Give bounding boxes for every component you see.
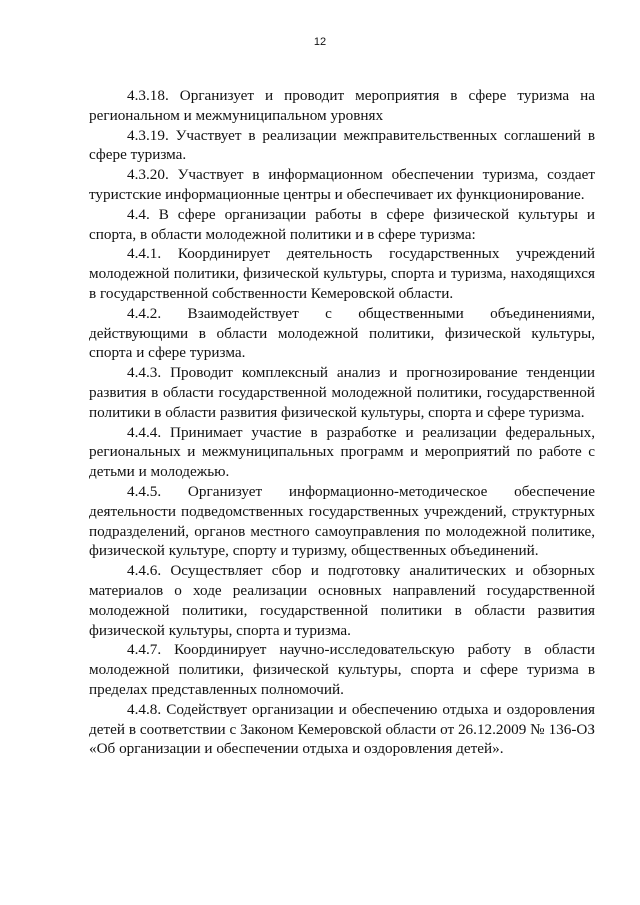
paragraph-4-4-1: 4.4.1. Координирует деятельность государственных учреждений молодежной политики, физической культуры, спорта и туризма, находящихся в государственной собственности Кемеровской области.	[89, 245, 595, 302]
document-body	[89, 86, 595, 759]
paragraph-4-3-18: 4.3.18. Организует и проводит мероприятия в сфере туризма на региональном и межмуниципальном уровнях	[89, 87, 595, 124]
paragraph-4-4-5: 4.4.5. Организует информационно-методическое обеспечение деятельности подведомственных государственных учреждений, структурных подразделений, органов местного самоуправления по молодежной политике, физической культуре, спорту и туризму, общественных объединений.	[89, 482, 595, 560]
paragraph-4-4-4: 4.4.4. Принимает участие в разработке и реализации федеральных, региональных и межмуниципальных программ и мероприятий по работе с детьми и молодежью.	[89, 423, 595, 481]
paragraph-4-4-7: 4.4.7. Координирует научно-исследовательскую работу в области молодежной политики, физической культуры, спорта и сфере туризма в пределах представленных полномочий.	[89, 641, 595, 698]
paragraph-4-4-8: 4.4.8. Содействует организации и обеспечению отдыха и оздоровления детей в соответствии с Законом Кемеровской области от 26.12.2009 № 136-ОЗ «Об организации и обеспечении отдыха и оздоровления детей».	[89, 700, 595, 758]
paragraph-4-4-2: 4.4.2. Взаимодействует с общественными объединениями, действующими в области молодежной политики, физической культуры, спорта и сфере туризма.	[89, 304, 595, 362]
paragraph-4-4-3: 4.4.3. Проводит комплексный анализ и прогнозирование тенденции развития в области государственной молодежной политики, государственной политики в области развития физической культуры, спорта и сфере туризма.	[89, 364, 595, 421]
paragraph-4-3-19: 4.3.19. Участвует в реализации межправительственных соглашений в сфере туризма.	[89, 126, 595, 164]
paragraph-4-4-6: 4.4.6. Осуществляет сбор и подготовку аналитических и обзорных материалов о ходе реализации основных направлений государственной молодежной политики, государственной политики в области развития физической культуры, спорта и туризма.	[89, 562, 595, 639]
page-number: 12	[313, 36, 327, 48]
paragraph-4-4: 4.4. В сфере организации работы в сфере физической культуры и спорта, в области молодежной политики и в сфере туризма:	[89, 205, 595, 243]
paragraph-4-3-20: 4.3.20. Участвует в информационном обеспечении туризма, создает туристские информационные центры и обеспечивает их функционирование.	[89, 166, 595, 203]
